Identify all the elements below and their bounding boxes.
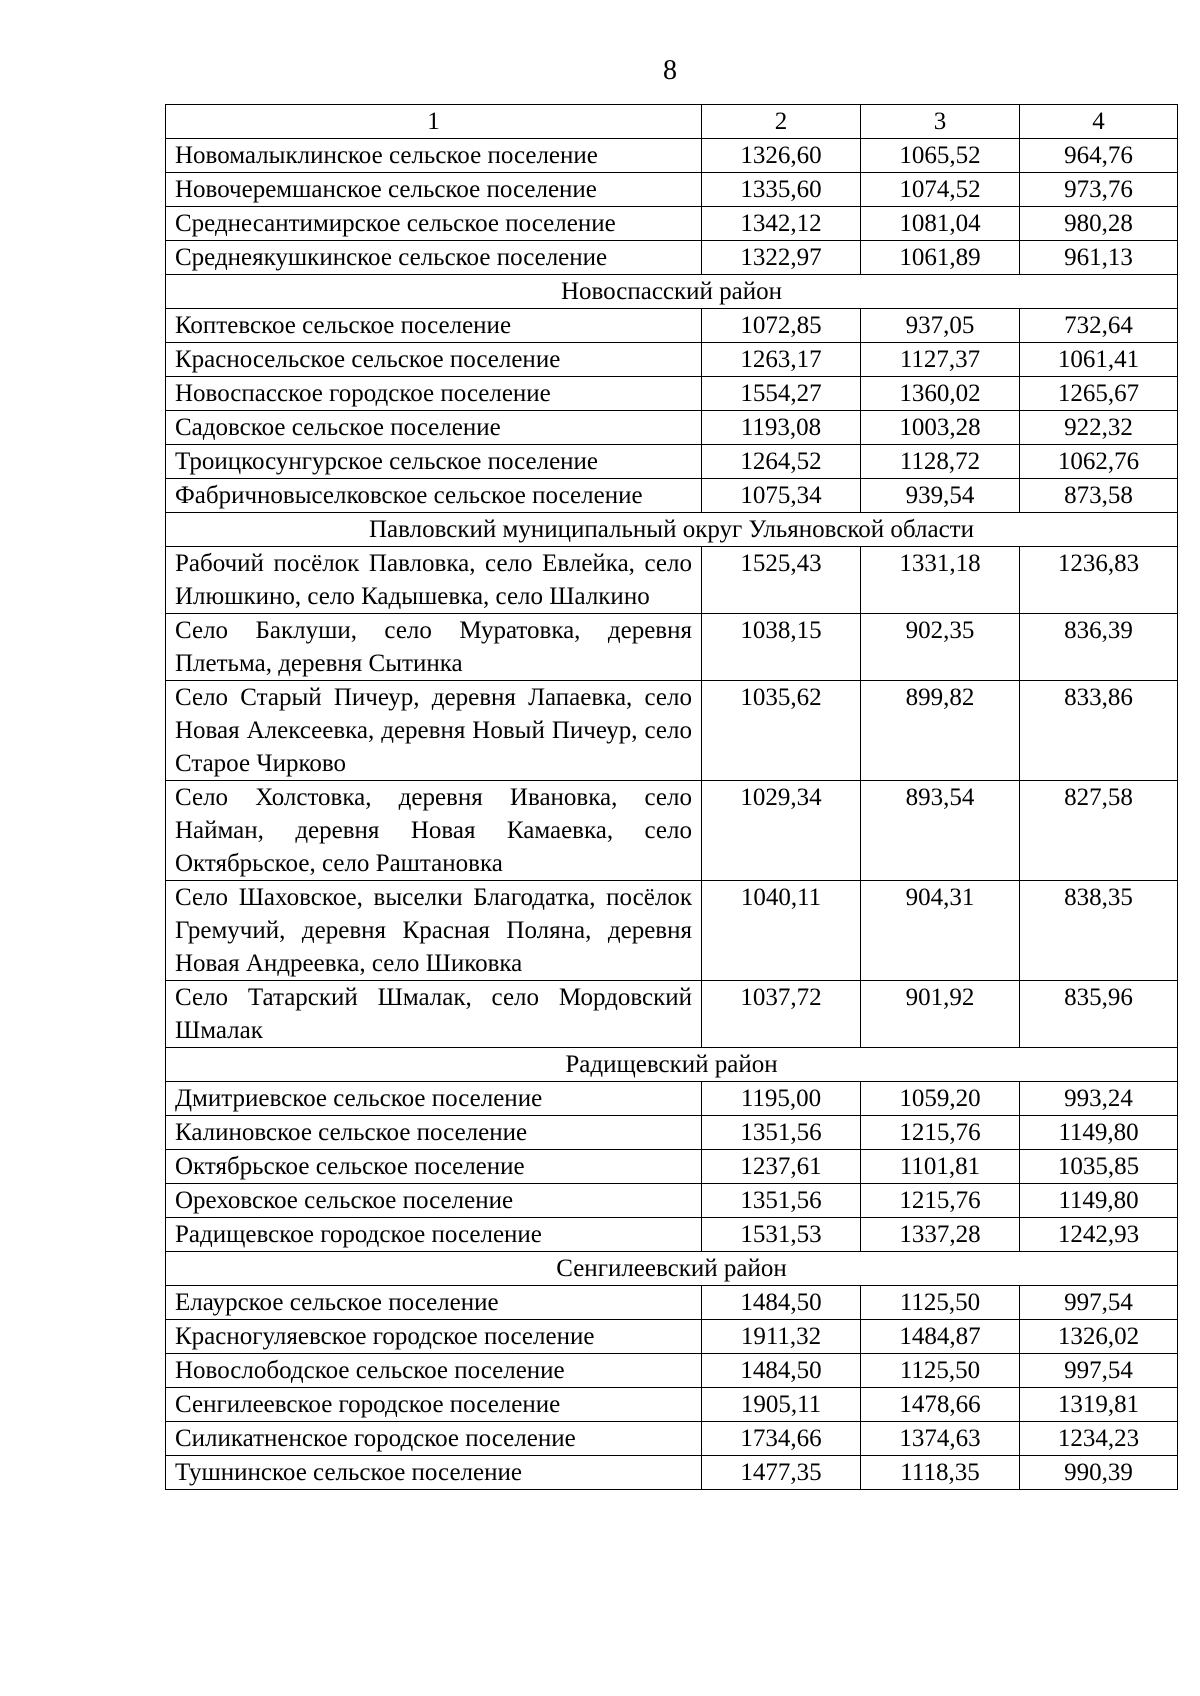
value-col-2: 1531,53 <box>702 1218 861 1252</box>
value-col-4: 990,39 <box>1020 1456 1178 1490</box>
value-col-3: 1118,35 <box>861 1456 1020 1490</box>
value-col-2: 1905,11 <box>702 1388 861 1422</box>
value-col-4: 838,35 <box>1020 881 1178 981</box>
value-col-4: 873,58 <box>1020 479 1178 513</box>
value-col-2: 1040,11 <box>702 881 861 981</box>
value-col-3: 1081,04 <box>861 207 1020 241</box>
table-row <box>166 1354 1178 1388</box>
value-col-2: 1342,12 <box>702 207 861 241</box>
value-col-3: 1074,52 <box>861 173 1020 207</box>
column-header-1: 1 <box>166 105 702 139</box>
table-row <box>166 445 1178 479</box>
settlement-name: Ореховское сельское поселение <box>166 1184 702 1218</box>
value-col-3: 1101,81 <box>861 1150 1020 1184</box>
settlement-name: Село Шаховское, выселки Благодатка, посёлок Гремучий, деревня Красная Поляна, деревня Новая Андреевка, село Шиковка <box>166 881 702 981</box>
column-header-4: 4 <box>1020 105 1178 139</box>
settlement-name: Троицкосунгурское сельское поселение <box>166 445 702 479</box>
value-col-3: 904,31 <box>861 881 1020 981</box>
value-col-3: 1215,76 <box>861 1116 1020 1150</box>
table-row <box>166 173 1178 207</box>
table-row <box>166 207 1178 241</box>
value-col-4: 922,32 <box>1020 411 1178 445</box>
value-col-2: 1075,34 <box>702 479 861 513</box>
value-col-2: 1351,56 <box>702 1184 861 1218</box>
settlement-name: Новоспасское городское поселение <box>166 377 702 411</box>
table-row <box>166 1422 1178 1456</box>
value-col-4: 836,39 <box>1020 614 1178 681</box>
section-title: Новоспасский район <box>166 275 1178 309</box>
table-row <box>166 377 1178 411</box>
value-col-3: 1374,63 <box>861 1422 1020 1456</box>
value-col-3: 1061,89 <box>861 241 1020 275</box>
value-col-4: 732,64 <box>1020 309 1178 343</box>
settlement-name: Новомалыклинское сельское поселение <box>166 139 702 173</box>
settlement-name: Село Старый Пичеур, деревня Лапаевка, село Новая Алексеевка, деревня Новый Пичеур, село Старое Чирково <box>166 681 702 781</box>
value-col-3: 1003,28 <box>861 411 1020 445</box>
table-row <box>166 1218 1178 1252</box>
table-row <box>166 411 1178 445</box>
table-row <box>166 1184 1178 1218</box>
value-col-2: 1911,32 <box>702 1320 861 1354</box>
value-col-3: 1360,02 <box>861 377 1020 411</box>
value-col-4: 1236,83 <box>1020 547 1178 614</box>
value-col-4: 997,54 <box>1020 1354 1178 1388</box>
settlement-name: Тушнинское сельское поселение <box>166 1456 702 1490</box>
value-col-2: 1264,52 <box>702 445 861 479</box>
value-col-3: 937,05 <box>861 309 1020 343</box>
value-col-3: 893,54 <box>861 781 1020 881</box>
settlement-name: Новослободское сельское поселение <box>166 1354 702 1388</box>
table-row <box>166 1150 1178 1184</box>
value-col-4: 997,54 <box>1020 1286 1178 1320</box>
settlement-name: Сенгилеевское городское поселение <box>166 1388 702 1422</box>
settlement-name: Среднесантимирское сельское поселение <box>166 207 702 241</box>
value-col-4: 1149,80 <box>1020 1184 1178 1218</box>
settlement-name: Новочеремшанское сельское поселение <box>166 173 702 207</box>
table-row <box>166 1116 1178 1150</box>
value-col-2: 1351,56 <box>702 1116 861 1150</box>
value-col-3: 1215,76 <box>861 1184 1020 1218</box>
value-col-3: 1478,66 <box>861 1388 1020 1422</box>
value-col-3: 1337,28 <box>861 1218 1020 1252</box>
settlement-name: Красносельское сельское поселение <box>166 343 702 377</box>
value-col-2: 1037,72 <box>702 981 861 1048</box>
table-row <box>166 981 1178 1048</box>
value-col-2: 1554,27 <box>702 377 861 411</box>
value-col-3: 1331,18 <box>861 547 1020 614</box>
settlement-name: Елаурское сельское поселение <box>166 1286 702 1320</box>
table-row <box>166 1320 1178 1354</box>
value-col-2: 1072,85 <box>702 309 861 343</box>
value-col-4: 1319,81 <box>1020 1388 1178 1422</box>
value-col-2: 1484,50 <box>702 1354 861 1388</box>
settlement-name: Среднеякушкинское сельское поселение <box>166 241 702 275</box>
value-col-3: 902,35 <box>861 614 1020 681</box>
column-header-2: 2 <box>702 105 861 139</box>
value-col-4: 827,58 <box>1020 781 1178 881</box>
value-col-4: 1035,85 <box>1020 1150 1178 1184</box>
value-col-2: 1193,08 <box>702 411 861 445</box>
section-title: Радищевский район <box>166 1048 1178 1082</box>
table-row <box>166 1456 1178 1490</box>
value-col-4: 993,24 <box>1020 1082 1178 1116</box>
value-col-4: 1149,80 <box>1020 1116 1178 1150</box>
settlement-name: Октябрьское сельское поселение <box>166 1150 702 1184</box>
value-col-3: 1059,20 <box>861 1082 1020 1116</box>
value-col-2: 1734,66 <box>702 1422 861 1456</box>
value-col-2: 1038,15 <box>702 614 861 681</box>
table-row <box>166 881 1178 981</box>
table-row <box>166 241 1178 275</box>
section-row <box>166 1048 1178 1082</box>
value-col-4: 833,86 <box>1020 681 1178 781</box>
value-col-4: 1234,23 <box>1020 1422 1178 1456</box>
settlement-name: Красногуляевское городское поселение <box>166 1320 702 1354</box>
value-col-3: 1065,52 <box>861 139 1020 173</box>
section-row <box>166 1252 1178 1286</box>
settlement-name: Радищевское городское поселение <box>166 1218 702 1252</box>
value-col-2: 1195,00 <box>702 1082 861 1116</box>
settlement-name: Село Татарский Шмалак, село Мордовский Шмалак <box>166 981 702 1048</box>
value-col-2: 1477,35 <box>702 1456 861 1490</box>
value-col-2: 1484,50 <box>702 1286 861 1320</box>
section-title: Павловский муниципальный округ Ульяновской области <box>166 513 1178 547</box>
value-col-4: 1265,67 <box>1020 377 1178 411</box>
settlement-name: Дмитриевское сельское поселение <box>166 1082 702 1116</box>
table-row <box>166 1286 1178 1320</box>
value-col-2: 1335,60 <box>702 173 861 207</box>
value-col-2: 1237,61 <box>702 1150 861 1184</box>
table-row <box>166 614 1178 681</box>
settlement-name: Фабричновыселковское сельское поселение <box>166 479 702 513</box>
table-body <box>166 139 1178 1490</box>
table-row <box>166 1388 1178 1422</box>
table-row <box>166 781 1178 881</box>
value-col-3: 1128,72 <box>861 445 1020 479</box>
value-col-2: 1322,97 <box>702 241 861 275</box>
table-row <box>166 309 1178 343</box>
settlement-name: Калиновское сельское поселение <box>166 1116 702 1150</box>
settlement-name: Коптевское сельское поселение <box>166 309 702 343</box>
section-title: Сенгилеевский район <box>166 1252 1178 1286</box>
value-col-2: 1525,43 <box>702 547 861 614</box>
table-row <box>166 139 1178 173</box>
value-col-4: 961,13 <box>1020 241 1178 275</box>
value-col-3: 899,82 <box>861 681 1020 781</box>
settlement-name: Село Баклуши, село Муратовка, деревня Плетьма, деревня Сытинка <box>166 614 702 681</box>
value-col-3: 901,92 <box>861 981 1020 1048</box>
table-row <box>166 547 1178 614</box>
settlement-name: Село Холстовка, деревня Ивановка, село Найман, деревня Новая Камаевка, село Октябрьское, село Раштановка <box>166 781 702 881</box>
value-col-2: 1029,34 <box>702 781 861 881</box>
value-col-3: 1125,50 <box>861 1286 1020 1320</box>
value-col-4: 1061,41 <box>1020 343 1178 377</box>
table-row <box>166 1082 1178 1116</box>
value-col-4: 1326,02 <box>1020 1320 1178 1354</box>
value-col-3: 1125,50 <box>861 1354 1020 1388</box>
value-col-4: 973,76 <box>1020 173 1178 207</box>
section-row <box>166 513 1178 547</box>
table-row <box>166 681 1178 781</box>
table-row <box>166 479 1178 513</box>
value-col-2: 1263,17 <box>702 343 861 377</box>
settlement-name: Силикатненское городское поселение <box>166 1422 702 1456</box>
value-col-2: 1326,60 <box>702 139 861 173</box>
value-col-4: 1242,93 <box>1020 1218 1178 1252</box>
header-row <box>166 105 1178 139</box>
value-col-4: 835,96 <box>1020 981 1178 1048</box>
value-col-3: 1484,87 <box>861 1320 1020 1354</box>
settlement-name: Садовское сельское поселение <box>166 411 702 445</box>
table-row <box>166 343 1178 377</box>
section-row <box>166 275 1178 309</box>
value-col-3: 1127,37 <box>861 343 1020 377</box>
value-col-4: 1062,76 <box>1020 445 1178 479</box>
page-number: 8 <box>663 55 677 86</box>
value-col-4: 980,28 <box>1020 207 1178 241</box>
value-col-2: 1035,62 <box>702 681 861 781</box>
value-col-3: 939,54 <box>861 479 1020 513</box>
value-col-4: 964,76 <box>1020 139 1178 173</box>
settlement-name: Рабочий посёлок Павловка, село Евлейка, село Илюшкино, село Кадышевка, село Шалкино <box>166 547 702 614</box>
column-header-3: 3 <box>861 105 1020 139</box>
tariff-table <box>165 104 1178 1490</box>
